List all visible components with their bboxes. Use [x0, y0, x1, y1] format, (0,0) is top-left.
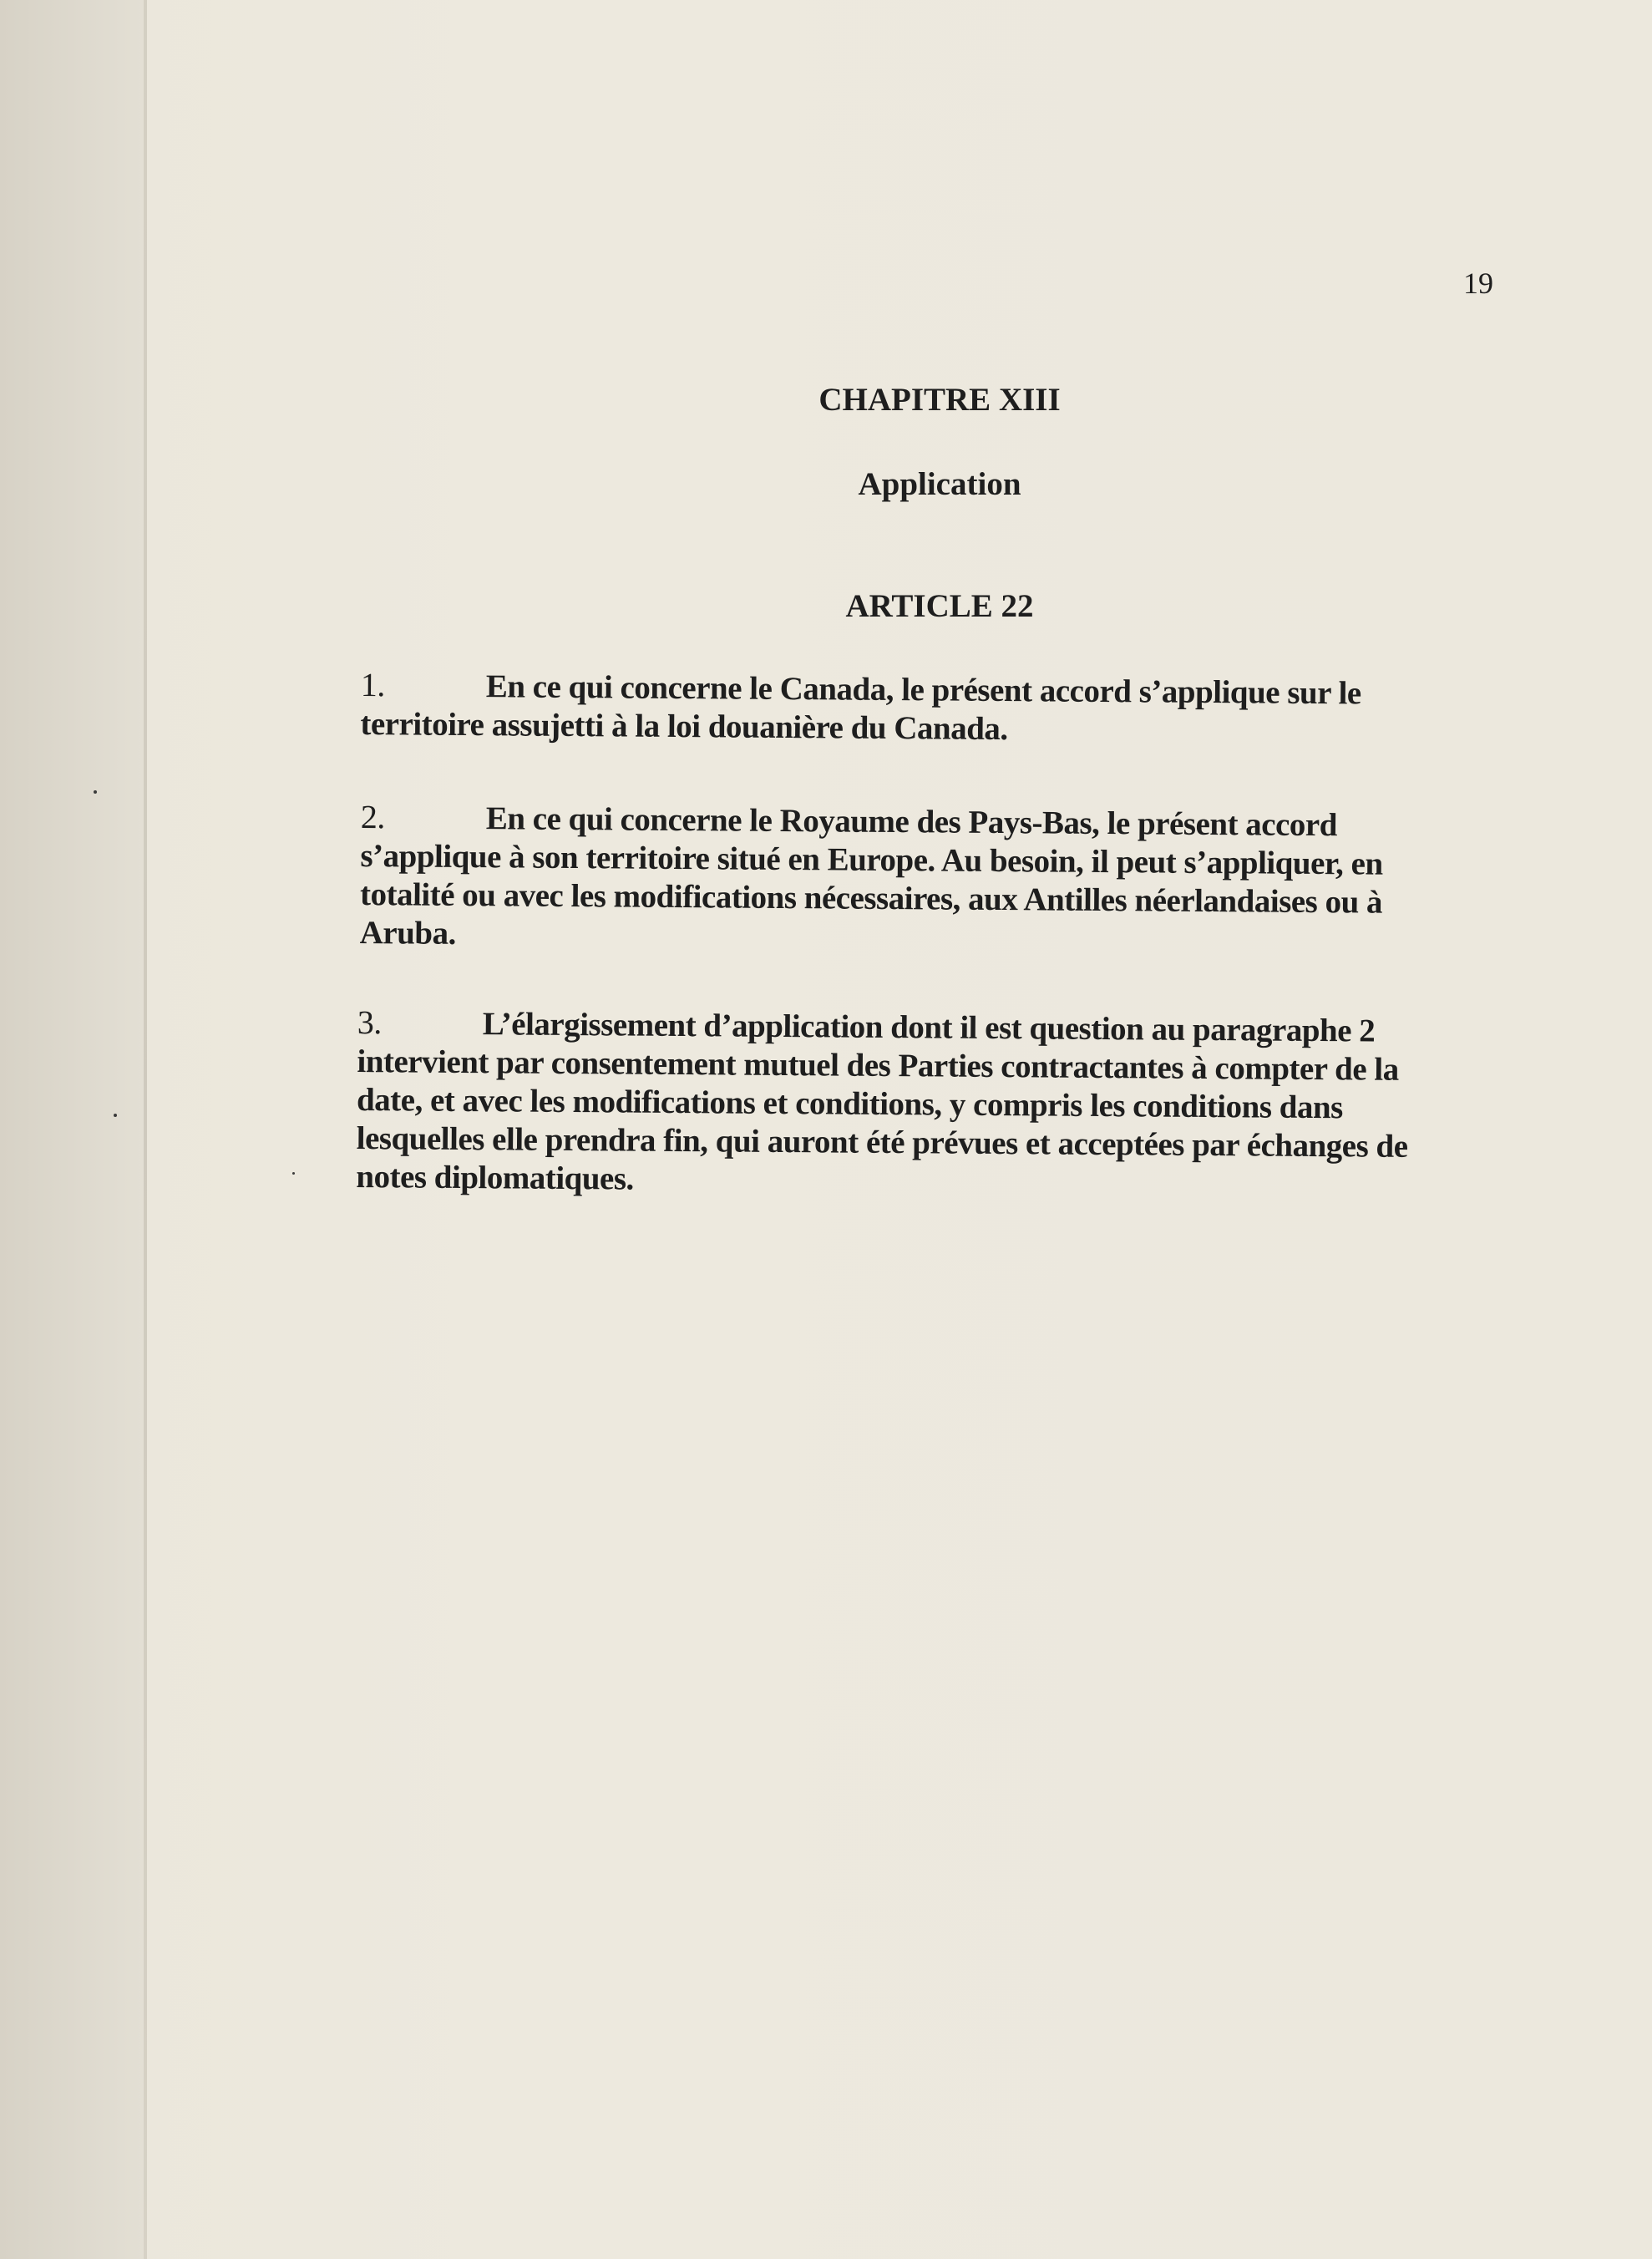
page-binding-edge	[144, 0, 147, 2259]
paragraph-3	[356, 1003, 1468, 1205]
paragraph-1	[360, 666, 1480, 753]
scan-speck	[94, 790, 97, 794]
chapter-heading: CHAPITRE XIII	[818, 382, 1061, 418]
paragraph-2	[360, 798, 1480, 962]
page-number: 19	[1463, 267, 1493, 300]
scan-speck	[114, 1114, 117, 1117]
section-title: Application	[858, 466, 1021, 502]
paragraph-text: En ce qui concerne le Royaume des Pays-Bas, le présent accord s’applique à son territoire situé en Europe. Au besoin, il peut s’appliquer, en totalité ou avec les modifications nécessaires, aux Antilles néerlandaises ou à Aruba.	[359, 800, 1383, 952]
paragraph-number: 2.	[360, 798, 385, 836]
paragraph-text: En ce qui concerne le Canada, le présent accord s’applique sur le territoire assujetti à la loi douanière du Canada.	[360, 668, 1361, 748]
paragraph-text: L’élargissement d’application dont il est question au paragraphe 2 intervient par consentement mutuel des Parties contractantes à compter de la date, et avec les modifications et conditions, y compris les conditions dans lesquelles elle prendra fin, qui auront été prévues et acceptées par échanges de notes diplomatiques.	[356, 1006, 1408, 1197]
paragraph-number: 1.	[360, 666, 385, 704]
page-left-margin-shadow	[0, 0, 144, 2259]
scan-speck	[292, 1172, 295, 1175]
paragraph-number: 3.	[357, 1003, 382, 1042]
article-heading: ARTICLE 22	[845, 588, 1034, 624]
